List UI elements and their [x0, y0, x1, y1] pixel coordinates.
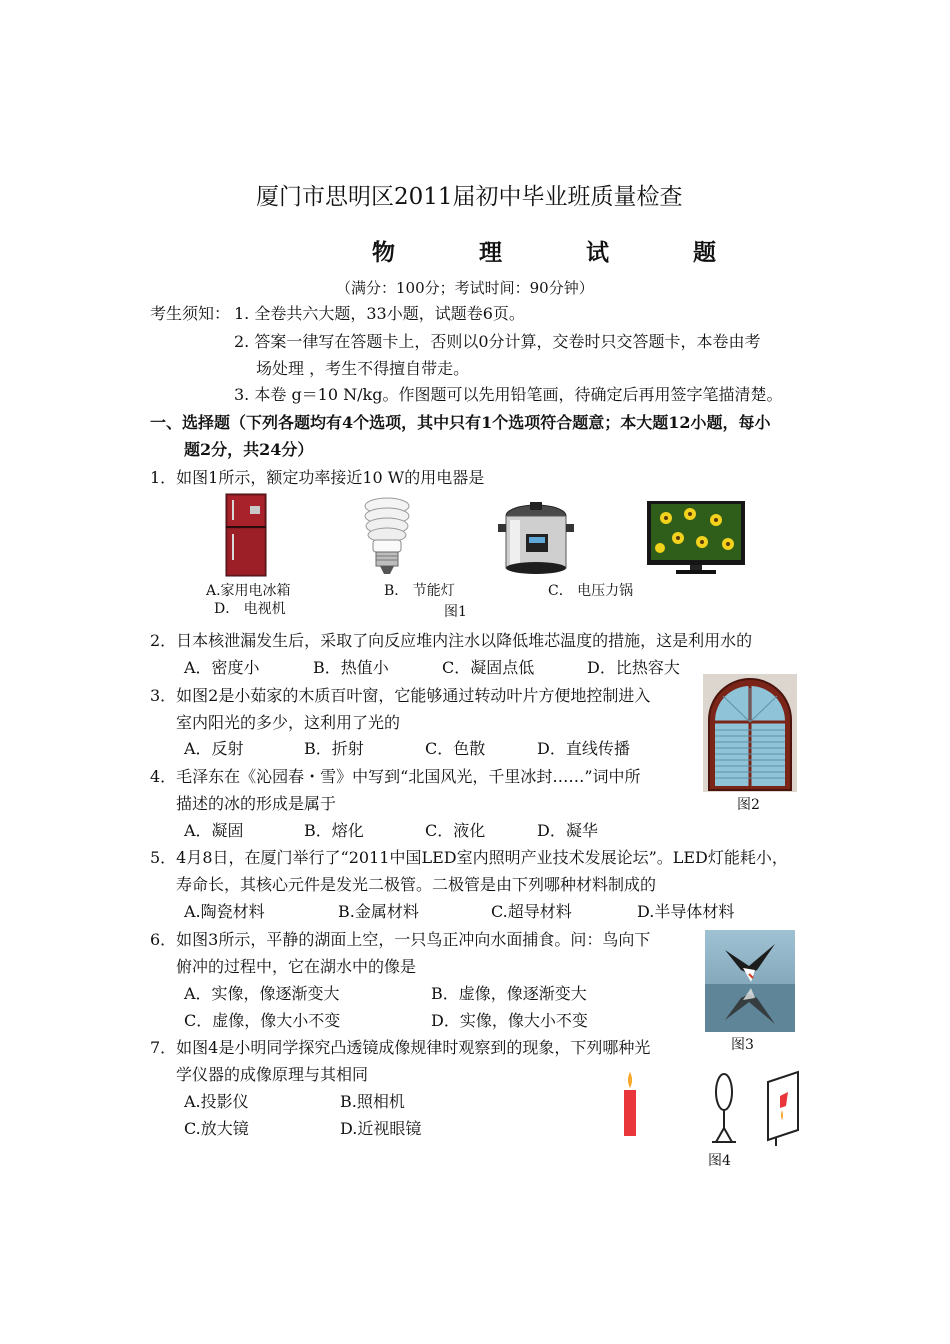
q7-option-a: A.投影仪 — [184, 1092, 249, 1111]
page-title: 厦门市思明区2011届初中毕业班质量检查 — [256, 184, 683, 210]
page-subtitle: 物 理 试 题 — [372, 239, 755, 266]
question-4-stem: 4．毛泽东在《沁园春・雪》中写到“北国风光，千里冰封……”词中所 — [150, 767, 641, 786]
figure-4-caption: 图4 — [708, 1153, 731, 1169]
television-icon — [646, 500, 746, 576]
notice-item-2: 2. 答案一律写在答题卡上，否则以0分计算，交卷时只交答题卡，本卷由考 — [234, 332, 761, 351]
pressure-cooker-icon — [496, 500, 576, 580]
q7-option-c: C.放大镜 — [184, 1119, 249, 1138]
q3-option-d: D．直线传播 — [537, 739, 630, 758]
q6-option-a: A．实像，像逐渐变大 — [184, 984, 340, 1003]
bird-over-lake-icon — [705, 930, 795, 1032]
q7-option-d: D.近视眼镜 — [340, 1119, 422, 1138]
section-heading: 一、选择题（下列各题均有4个选项，其中只有1个选项符合题意；本大题12小题，每小 — [150, 413, 771, 432]
q5-option-d: D.半导体材料 — [637, 902, 735, 921]
candle-lens-screen-icon — [612, 1066, 812, 1150]
q2-option-a: A．密度小 — [184, 658, 260, 677]
notice-label: 考生须知： — [150, 304, 231, 323]
q4-option-c: C．液化 — [425, 821, 486, 840]
q3-option-b: B．折射 — [304, 739, 364, 758]
q2-option-d: D．比热容大 — [587, 658, 680, 677]
question-5-stem: 5．4月8日，在厦门举行了“2011中国LED室内照明产业技术发展论坛”。LED灯能耗小， — [150, 848, 788, 867]
q6-option-d: D．实像，像大小不变 — [431, 1011, 588, 1030]
q1-option-d: D． 电视机 — [214, 601, 286, 617]
q1-option-a: A.家用电冰箱 — [206, 583, 291, 599]
question-7-stem: 7．如图4是小明同学探究凸透镜成像规律时观察到的现象，下列哪种光 — [150, 1038, 651, 1057]
q1-option-c: C． 电压力锅 — [548, 583, 634, 599]
q2-option-c: C．凝固点低 — [442, 658, 535, 677]
figure-3-caption: 图3 — [731, 1037, 754, 1053]
question-7-stem-cont: 学仪器的成像原理与其相同 — [176, 1065, 369, 1084]
refrigerator-icon — [222, 492, 270, 578]
question-3-stem-cont: 室内阳光的多少，这利用了光的 — [176, 713, 401, 732]
q4-option-b: B．熔化 — [304, 821, 364, 840]
question-3-stem: 3．如图2是小茹家的木质百叶窗，它能够通过转动叶片方便地控制进入 — [150, 686, 651, 705]
figure-1-caption: 图1 — [444, 604, 467, 620]
question-6-stem: 6．如图3所示，平静的湖面上空，一只鸟正冲向水面捕食。问：鸟向下 — [150, 930, 651, 949]
question-1-stem: 1．如图1所示，额定功率接近10 W的用电器是 — [150, 468, 485, 487]
q2-option-b: B．热值小 — [313, 658, 389, 677]
notice-item-1: 1. 全卷共六大题，33小题，试题卷6页。 — [234, 304, 525, 323]
q3-option-c: C．色散 — [425, 739, 486, 758]
question-6-stem-cont: 俯冲的过程中，它在湖水中的像是 — [176, 957, 417, 976]
q5-option-b: B.金属材料 — [338, 902, 419, 921]
q6-option-b: B．虚像，像逐渐变大 — [431, 984, 587, 1003]
q4-option-d: D．凝华 — [537, 821, 598, 840]
figure-2-caption: 图2 — [737, 797, 760, 813]
notice-item-2-cont: 场处理 ，考生不得擅自带走。 — [256, 359, 470, 378]
section-heading-cont: 题2分，共24分） — [184, 440, 314, 459]
question-5-stem-cont: 寿命长，其核心元件是发光二极管。二极管是由下列哪种材料制成的 — [176, 875, 657, 894]
q5-option-c: C.超导材料 — [491, 902, 572, 921]
question-4-stem-cont: 描述的冰的形成是属于 — [176, 794, 337, 813]
q7-option-b: B.照相机 — [340, 1092, 405, 1111]
q4-option-a: A．凝固 — [184, 821, 244, 840]
energy-saving-lamp-icon — [360, 496, 414, 576]
q6-option-c: C．虚像，像大小不变 — [184, 1011, 341, 1030]
exam-meta: （满分：100分；考试时间：90分钟） — [336, 279, 594, 297]
q5-option-a: A.陶瓷材料 — [184, 902, 265, 921]
q3-option-a: A．反射 — [184, 739, 244, 758]
notice-item-3: 3. 本卷 g＝10 N/kg。作图题可以先用铅笔画，待确定后再用签字笔描清楚。 — [234, 385, 783, 404]
window-shutter-icon — [703, 674, 797, 792]
q1-option-b: B． 节能灯 — [384, 583, 455, 599]
question-2-stem: 2．日本核泄漏发生后，采取了向反应堆内注水以降低堆芯温度的措施，这是利用水的 — [150, 631, 753, 650]
